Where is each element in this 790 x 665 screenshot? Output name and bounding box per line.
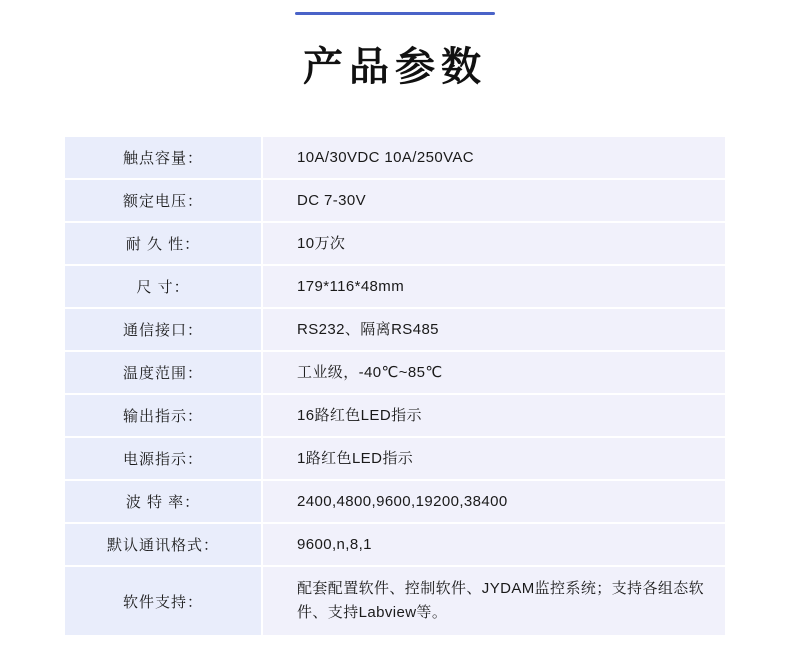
page-title: 产品参数 [303, 45, 487, 89]
table-row [65, 352, 725, 395]
spec-label: 温度范围： [65, 352, 263, 395]
table-row [65, 481, 725, 524]
table-row [65, 223, 725, 266]
spec-value: 179*116*48mm [263, 266, 725, 309]
spec-label: 输出指示： [65, 395, 263, 438]
table-row [65, 438, 725, 481]
spec-table-body [65, 137, 725, 637]
table-row [65, 309, 725, 352]
spec-label: 尺 寸： [65, 266, 263, 309]
spec-value: 10万次 [263, 223, 725, 266]
table-row [65, 567, 725, 637]
spec-value: 10A/30VDC 10A/250VAC [263, 137, 725, 180]
spec-value: 16路红色LED指示 [263, 395, 725, 438]
table-row [65, 180, 725, 223]
spec-label: 默认通讯格式： [65, 524, 263, 567]
spec-label: 通信接口： [65, 309, 263, 352]
spec-label: 电源指示： [65, 438, 263, 481]
table-row [65, 395, 725, 438]
spec-label: 软件支持： [65, 567, 263, 637]
spec-label: 耐 久 性： [65, 223, 263, 266]
spec-value: RS232、隔离RS485 [263, 309, 725, 352]
spec-label: 额定电压： [65, 180, 263, 223]
spec-value: 9600,n,8,1 [263, 524, 725, 567]
spec-value: 1路红色LED指示 [263, 438, 725, 481]
table-row [65, 266, 725, 309]
table-row [65, 524, 725, 567]
spec-label: 波 特 率： [65, 481, 263, 524]
spec-value: 工业级，-40℃~85℃ [263, 352, 725, 395]
spec-label: 触点容量： [65, 137, 263, 180]
spec-value: 2400,4800,9600,19200,38400 [263, 481, 725, 524]
spec-table [65, 137, 725, 637]
spec-value: 配套配置软件、控制软件、JYDAM监控系统；支持各组态软件、支持Labview等。 [263, 567, 725, 637]
header-accent-rule [295, 12, 495, 15]
product-spec-page [0, 12, 790, 665]
table-row [65, 137, 725, 180]
spec-value: DC 7-30V [263, 180, 725, 223]
